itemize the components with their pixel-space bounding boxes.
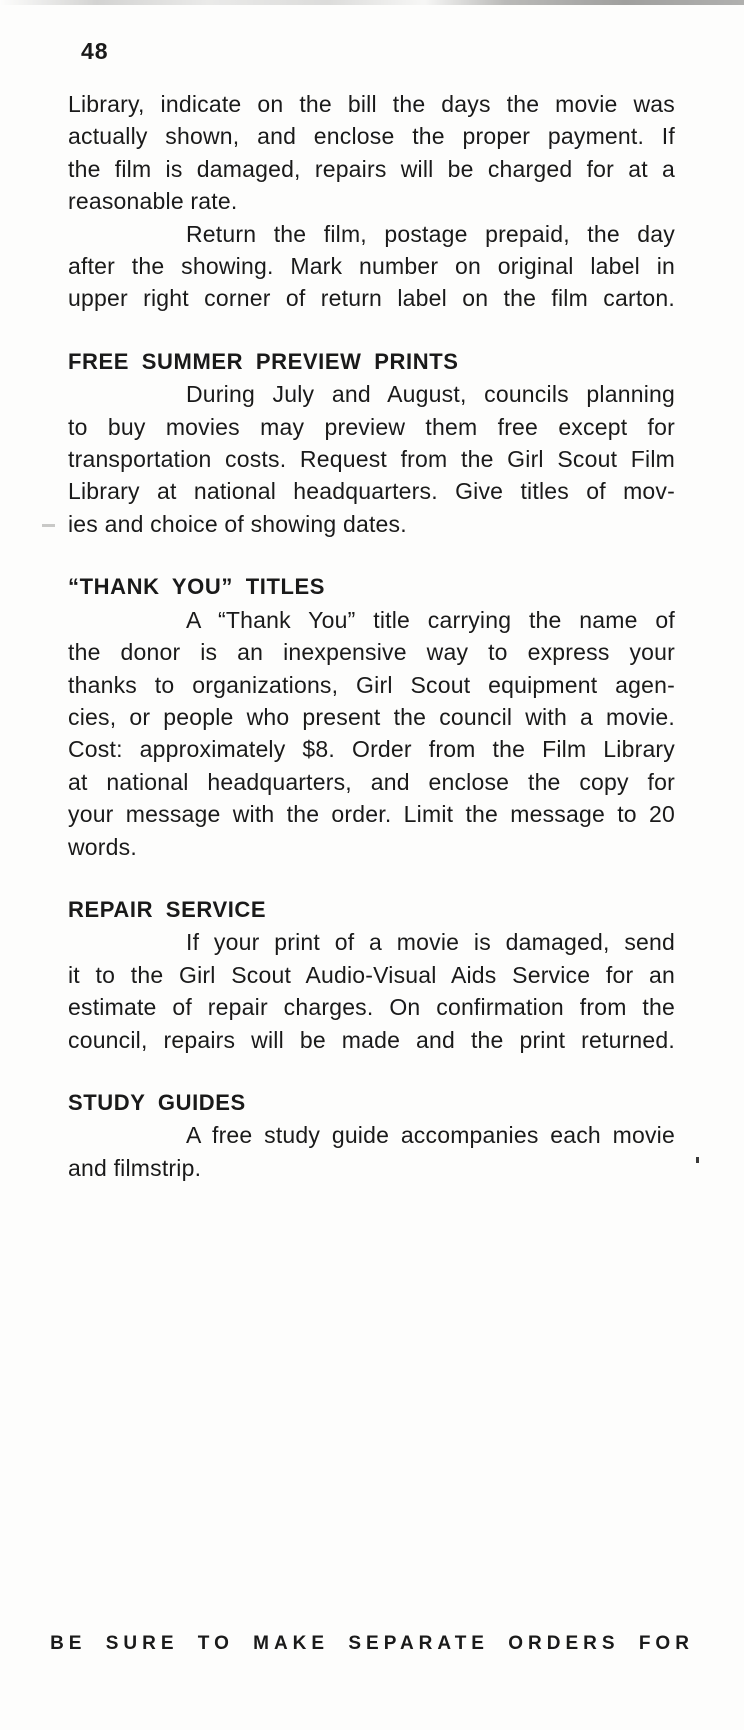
- text-line: A free study guide accompanies each movie: [186, 1122, 675, 1149]
- text-line: thanks to organizations, Girl Scout equipment agen-: [68, 671, 675, 698]
- text-line: to buy movies may preview them free except for: [68, 413, 675, 440]
- text-line: council, repairs will be made and the print returned.: [68, 1026, 675, 1053]
- text-line: words.: [68, 833, 137, 860]
- text-line: Return the film, postage prepaid, the day: [186, 220, 675, 247]
- scan-artifact-dash: [42, 524, 55, 527]
- text-line: actually shown, and enclose the proper payment. If: [68, 123, 675, 150]
- section-study-guides: [68, 1087, 675, 1184]
- section-thank-you-titles: [68, 571, 675, 863]
- text-line: the film is damaged, repairs will be charged for at a: [68, 155, 675, 182]
- footer-banner: BE SURE TO MAKE SEPARATE ORDERS FOR: [50, 1633, 694, 1654]
- scan-artifact-top-edge: [0, 0, 744, 5]
- intro-continued-paragraphs: [68, 88, 675, 315]
- text-line: it to the Girl Scout Audio-Visual Aids Service for an: [68, 961, 675, 988]
- section-heading: REPAIR SERVICE: [68, 896, 267, 922]
- section-heading: STUDY GUIDES: [68, 1089, 246, 1115]
- text-column: [68, 88, 675, 1184]
- text-line: and filmstrip.: [68, 1154, 202, 1181]
- text-line: your message with the order. Limit the message to 20: [68, 801, 675, 828]
- text-line: A “Thank You” title carrying the name of: [186, 606, 675, 633]
- text-line: after the showing. Mark number on original label in: [68, 253, 675, 280]
- text-line: Cost: approximately $8. Order from the Film Library: [68, 736, 675, 763]
- text-line: ies and choice of showing dates.: [68, 510, 407, 537]
- section-free-summer-preview-prints: [68, 346, 675, 540]
- section-heading: FREE SUMMER PREVIEW PRINTS: [68, 348, 459, 374]
- text-line: at national headquarters, and enclose the copy for: [68, 768, 675, 795]
- text-line: transportation costs. Request from the Girl Scout Film: [68, 446, 675, 473]
- text-line: upper right corner of return label on the film carton.: [68, 285, 675, 312]
- text-line: the donor is an inexpensive way to express your: [68, 639, 675, 666]
- text-line: Library, indicate on the bill the days the movie was: [68, 91, 675, 117]
- section-repair-service: [68, 894, 675, 1056]
- text-line: Library at national headquarters. Give titles of mov-: [68, 478, 675, 505]
- text-line: reasonable rate.: [68, 188, 238, 215]
- text-line: During July and August, councils planning: [186, 381, 675, 408]
- text-line: cies, or people who present the council with a movie.: [68, 703, 675, 730]
- text-line: If your print of a movie is damaged, send: [186, 929, 675, 956]
- text-line: estimate of repair charges. On confirmation from the: [68, 994, 675, 1021]
- page-number: 48: [81, 38, 109, 64]
- section-heading: “THANK YOU” TITLES: [68, 574, 326, 600]
- scan-artifact-dot: [696, 1157, 699, 1163]
